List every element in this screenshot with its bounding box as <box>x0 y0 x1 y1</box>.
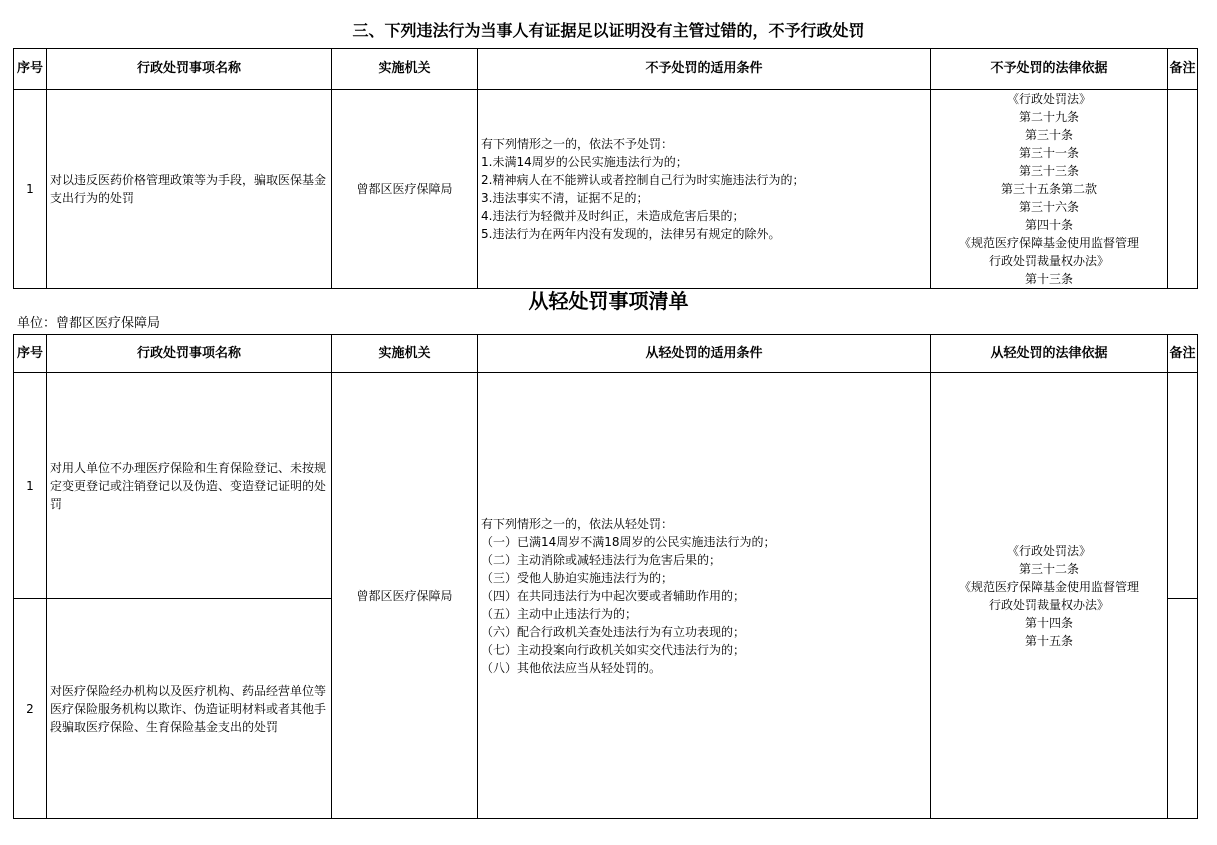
condition-line: （四）在共同违法行为中起次要或者辅助作用的； <box>481 588 746 603</box>
row-seq: 2 <box>14 599 47 819</box>
basis-line: 第十五条 <box>1024 633 1073 648</box>
no-penalty-table <box>13 48 1198 289</box>
row-remark <box>1168 90 1198 289</box>
basis-line: 第十四条 <box>1024 615 1073 630</box>
condition-line: 4.违法行为轻微并及时纠正，未造成危害后果的； <box>481 209 745 223</box>
section-3-title: 三、下列违法行为当事人有证据足以证明没有主管过错的，不予行政处罚 <box>352 21 865 40</box>
condition-line: （三）受他人胁迫实施违法行为的； <box>481 570 674 585</box>
condition-line: （五）主动中止违法行为的； <box>481 606 638 621</box>
row-name: 对以违反医药价格管理政策等为手段，骗取医保基金支出行为的处罚 <box>47 90 332 289</box>
basis-line: 第三十条 <box>1024 128 1073 142</box>
condition-line: （六）配合行政机关查处违法行为有立功表现的； <box>481 624 746 639</box>
table-row <box>14 90 1198 289</box>
row-name: 对医疗保险经办机构以及医疗机构、药品经营单位等医疗保险服务机构以欺诈、伪造证明材料或者其他手段骗取医疗保险、生育保险基金支出的处罚 <box>47 599 332 819</box>
header-remark: 备注 <box>1168 49 1198 90</box>
basis-line: 行政处罚裁量权办法》 <box>988 597 1109 612</box>
condition-line: 2.精神病人在不能辨认或者控制自己行为时实施违法行为的； <box>481 173 805 187</box>
row-conditions <box>478 373 931 819</box>
header-name: 行政处罚事项名称 <box>47 335 332 373</box>
header-remark: 备注 <box>1168 335 1198 373</box>
light-penalty-title: 从轻处罚事项清单 <box>528 289 689 313</box>
header-agency: 实施机关 <box>332 49 478 90</box>
condition-line: （七）主动投案向行政机关如实交代违法行为的； <box>481 642 746 657</box>
basis-line: 第三十二条 <box>1018 561 1079 576</box>
condition-line: （八）其他依法应当从轻处罚的。 <box>481 660 662 675</box>
condition-line: 5.违法行为在两年内没有发现的，法律另有规定的除外。 <box>481 227 781 241</box>
table-header-row <box>14 49 1198 90</box>
basis-line: 第三十六条 <box>1018 200 1079 214</box>
row-basis <box>931 373 1168 819</box>
header-conditions: 从轻处罚的适用条件 <box>478 335 931 373</box>
header-basis: 不予处罚的法律依据 <box>931 49 1168 90</box>
row-remark <box>1168 373 1198 599</box>
row-remark <box>1168 599 1198 819</box>
row-basis <box>931 90 1168 289</box>
basis-line: 《行政处罚法》 <box>1006 543 1091 558</box>
basis-line: 行政处罚裁量权办法》 <box>988 254 1109 268</box>
condition-line: （一）已满14周岁不满18周岁的公民实施违法行为的； <box>481 534 776 549</box>
header-agency: 实施机关 <box>332 335 478 373</box>
basis-line: 第四十条 <box>1024 218 1073 232</box>
basis-line: 第三十三条 <box>1018 164 1079 178</box>
basis-line: 第二十九条 <box>1018 110 1079 124</box>
condition-line: 有下列情形之一的，依法不予处罚： <box>481 137 674 151</box>
condition-line: 有下列情形之一的，依法从轻处罚： <box>481 516 674 531</box>
row-agency: 曾都区医疗保障局 <box>332 90 478 289</box>
basis-line: 《规范医疗保障基金使用监督管理 <box>958 236 1139 250</box>
table-row <box>14 373 1198 599</box>
basis-line: 《规范医疗保障基金使用监督管理 <box>958 579 1139 594</box>
row-conditions <box>478 90 931 289</box>
basis-line: 第三十一条 <box>1018 146 1079 160</box>
basis-line: 《行政处罚法》 <box>1006 92 1091 106</box>
header-seq: 序号 <box>14 49 47 90</box>
row-name: 对用人单位不办理医疗保险和生育保险登记、未按规定变更登记或注销登记以及伪造、变造登记证明的处罚 <box>47 373 332 599</box>
condition-line: 3.违法事实不清，证据不足的； <box>481 191 649 205</box>
row-seq: 1 <box>14 373 47 599</box>
basis-line: 第十三条 <box>1024 272 1073 286</box>
table-header-row <box>14 335 1198 373</box>
unit-label: 单位：曾都区医疗保障局 <box>17 316 161 331</box>
header-seq: 序号 <box>14 335 47 373</box>
header-conditions: 不予处罚的适用条件 <box>478 49 931 90</box>
header-name: 行政处罚事项名称 <box>47 49 332 90</box>
row-agency: 曾都区医疗保障局 <box>332 373 478 819</box>
basis-line: 第三十五条第二款 <box>1000 182 1097 196</box>
row-seq: 1 <box>14 90 47 289</box>
header-basis: 从轻处罚的法律依据 <box>931 335 1168 373</box>
light-penalty-table <box>13 334 1198 819</box>
condition-line: （二）主动消除或减轻违法行为危害后果的； <box>481 552 722 567</box>
condition-line: 1.未满14周岁的公民实施违法行为的； <box>481 155 688 169</box>
